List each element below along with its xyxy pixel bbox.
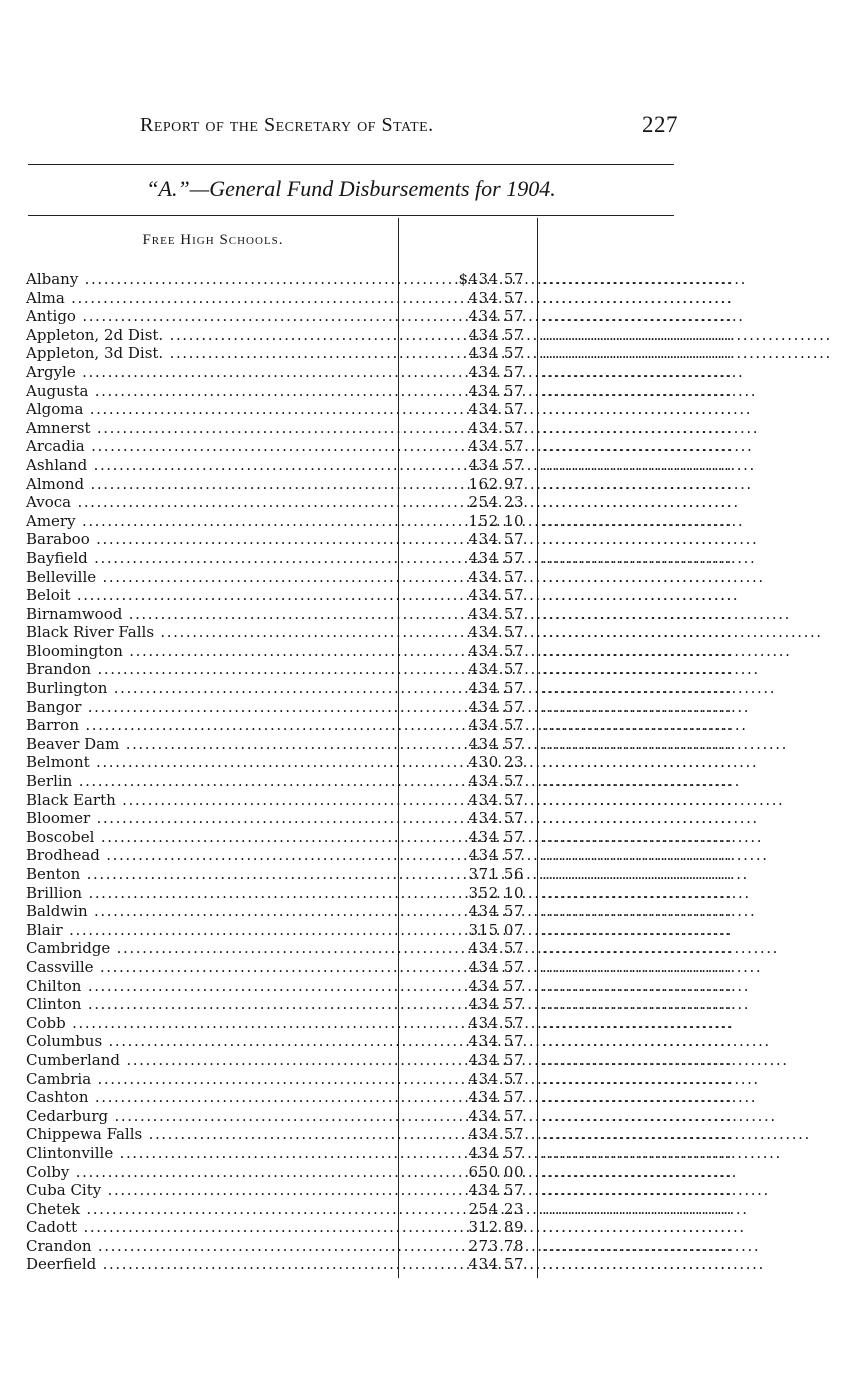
table-row (0, 995, 844, 1014)
empty-column-leader: .............................. (542, 846, 734, 865)
school-name: Chilton ..... (26, 977, 394, 996)
table-row (0, 939, 844, 958)
school-name: Cambridge ..... (26, 939, 394, 958)
table-row (0, 1144, 844, 1163)
school-name: Chippewa Falls ..... (26, 1125, 394, 1144)
school-name: Bayfield ..... (26, 549, 394, 568)
table-row (0, 270, 844, 289)
table-row (0, 1070, 844, 1089)
amount: 434 57 (468, 995, 524, 1014)
empty-column-leader: .............................. (542, 641, 734, 660)
table-row (0, 1255, 844, 1274)
empty-column-leader: .............................. (542, 1218, 734, 1237)
amount: 434 57 (468, 567, 524, 586)
school-name: Arcadia ..... (26, 437, 394, 456)
amount: 434 57 (468, 1106, 524, 1125)
amount: 434 57 (468, 307, 524, 326)
table-row (0, 1163, 844, 1182)
amount: 434 57 (468, 772, 524, 791)
amount: $434 57 (458, 270, 524, 288)
school-name: Deerfield ..... (26, 1255, 394, 1274)
table-row (0, 660, 844, 679)
school-name: Belleville ..... (26, 568, 394, 587)
school-name: Birnamwood ..... (26, 605, 394, 624)
table-row (0, 716, 844, 735)
school-name: Black River Falls ..... (26, 623, 394, 642)
amount: 434 57 (468, 1088, 524, 1107)
empty-column-leader: .............................. (542, 660, 734, 679)
table-row (0, 586, 844, 605)
school-name: Albany ..... (26, 270, 394, 289)
empty-column-leader: .............................. (542, 548, 734, 567)
empty-column-leader: .............................. (542, 957, 734, 976)
table-row (0, 809, 844, 828)
amount: 434 57 (468, 846, 524, 865)
table-row (0, 419, 844, 438)
school-name: Clinton ..... (26, 995, 394, 1014)
school-name: Clintonville ..... (26, 1144, 394, 1163)
school-name: Baldwin ..... (26, 902, 394, 921)
empty-column-leader: .............................. (542, 1088, 734, 1107)
table-row (0, 456, 844, 475)
amount: 315 07 (468, 920, 524, 939)
table-row (0, 623, 844, 642)
table-row (0, 400, 844, 419)
school-name: Brillion ..... (26, 884, 394, 903)
school-name: Cambria ..... (26, 1070, 394, 1089)
empty-column-leader: .............................. (542, 362, 734, 381)
top-rule (28, 164, 674, 165)
amount: 434 57 (468, 325, 524, 344)
amount: 434 57 (468, 641, 524, 660)
school-name: Benton ..... (26, 865, 394, 884)
empty-column-leader: .............................. (542, 325, 734, 344)
table-row (0, 642, 844, 661)
amount: 434 57 (468, 381, 524, 400)
empty-column-leader: .............................. (542, 902, 734, 921)
amount: 434 57 (468, 623, 524, 642)
empty-column-leader: .............................. (542, 493, 734, 512)
amount: 434 57 (468, 586, 524, 605)
empty-column-leader: .............................. (542, 567, 734, 586)
table-row (0, 884, 844, 903)
table-row (0, 307, 844, 326)
empty-column-leader: .............................. (542, 827, 734, 846)
empty-column-leader: .............................. (542, 623, 734, 642)
empty-column-leader: .............................. (542, 1106, 734, 1125)
table-row (0, 344, 844, 363)
amount: 434 57 (468, 1069, 524, 1088)
amount: 434 57 (468, 288, 524, 307)
table-row (0, 437, 844, 456)
amount: 434 57 (468, 660, 524, 679)
empty-column-leader: .............................. (542, 270, 734, 288)
school-name: Ashland ..... (26, 456, 394, 475)
school-name: Burlington ..... (26, 679, 394, 698)
table-row (0, 1237, 844, 1256)
empty-column-leader: .............................. (542, 1199, 734, 1218)
school-name: Amery ..... (26, 512, 394, 531)
table-row (0, 493, 844, 512)
school-name: Augusta ..... (26, 382, 394, 401)
amount: 434 57 (468, 809, 524, 828)
school-name: Bangor ..... (26, 698, 394, 717)
amount: 434 57 (468, 976, 524, 995)
school-name: Cadott ..... (26, 1218, 394, 1237)
amount: 434 57 (468, 1143, 524, 1162)
school-name: Almond ..... (26, 475, 394, 494)
empty-column-leader: .............................. (542, 734, 734, 753)
amount: 434 57 (468, 734, 524, 753)
school-name: Colby ..... (26, 1163, 394, 1182)
header-title: Report of the Secretary of State. (140, 114, 434, 136)
table-row (0, 1200, 844, 1219)
amount: 430 23 (468, 753, 524, 772)
amount: 352 10 (468, 883, 524, 902)
table-row (0, 698, 844, 717)
table-row (0, 568, 844, 587)
school-name: Baraboo ..... (26, 530, 394, 549)
school-name: Bloomington ..... (26, 642, 394, 661)
table-row (0, 865, 844, 884)
table-row (0, 549, 844, 568)
table-row (0, 530, 844, 549)
amount: 434 57 (468, 1255, 524, 1274)
school-name: Black Earth ..... (26, 791, 394, 810)
school-name: Appleton, 3d Dist. ..... (26, 344, 394, 363)
empty-column-leader: .............................. (542, 995, 734, 1014)
table-row (0, 289, 844, 308)
table-row (0, 1181, 844, 1200)
school-name: Appleton, 2d Dist. ..... (26, 326, 394, 345)
empty-column-leader: .............................. (542, 939, 734, 958)
empty-column-leader: .............................. (542, 679, 734, 698)
amount: 434 57 (468, 548, 524, 567)
amount: 434 57 (468, 697, 524, 716)
table-row (0, 846, 844, 865)
amount: 434 57 (468, 437, 524, 456)
page-number: 227 (642, 112, 678, 137)
amount: 434 57 (468, 790, 524, 809)
amount: 434 57 (468, 1032, 524, 1051)
school-name: Barron ..... (26, 716, 394, 735)
table-row (0, 382, 844, 401)
amount: 434 57 (468, 344, 524, 363)
table-row (0, 902, 844, 921)
table-row (0, 475, 844, 494)
table-row (0, 1088, 844, 1107)
running-head (140, 114, 680, 137)
school-name: Amnerst ..... (26, 419, 394, 438)
table-row (0, 791, 844, 810)
empty-column-leader: .............................. (542, 1143, 734, 1162)
school-name: Bloomer ..... (26, 809, 394, 828)
empty-column-leader: .............................. (542, 920, 734, 939)
empty-column-leader: .............................. (542, 1181, 734, 1200)
school-name: Brandon ..... (26, 660, 394, 679)
table-row (0, 605, 844, 624)
amount: 434 57 (468, 939, 524, 958)
empty-column-leader: .............................. (542, 344, 734, 363)
empty-column-leader: .............................. (542, 772, 734, 791)
table-row (0, 512, 844, 531)
table-row (0, 958, 844, 977)
school-name: Cashton ..... (26, 1088, 394, 1107)
table-row (0, 326, 844, 345)
empty-column-leader: .............................. (542, 697, 734, 716)
school-name: Belmont ..... (26, 753, 394, 772)
school-name: Cobb ..... (26, 1014, 394, 1033)
empty-column-leader: .............................. (542, 1032, 734, 1051)
school-name: Avoca ..... (26, 493, 394, 512)
amount: 152 10 (468, 511, 524, 530)
school-name: Alma ..... (26, 289, 394, 308)
school-name: Beaver Dam ..... (26, 735, 394, 754)
empty-column-leader: .............................. (542, 586, 734, 605)
empty-column-leader: .............................. (542, 1125, 734, 1144)
empty-column-leader: .............................. (542, 1255, 734, 1274)
school-name: Brodhead ..... (26, 846, 394, 865)
school-name: Blair ..... (26, 921, 394, 940)
table-row (0, 735, 844, 754)
table-row (0, 977, 844, 996)
amount: 254 23 (468, 493, 524, 512)
empty-column-leader: .............................. (542, 753, 734, 772)
amount: 434 57 (468, 957, 524, 976)
empty-column-leader: .............................. (542, 1013, 734, 1032)
empty-column-leader: .............................. (542, 437, 734, 456)
table-row (0, 363, 844, 382)
empty-column-leader: .............................. (542, 865, 734, 883)
empty-column-leader: .............................. (542, 1050, 734, 1069)
amount: 434 57 (468, 679, 524, 698)
amount: 312 89 (468, 1218, 524, 1237)
empty-column-leader: .............................. (542, 474, 734, 493)
amount: 434 57 (468, 530, 524, 549)
amount: 434 57 (468, 400, 524, 419)
section-heading: Free High Schools. (142, 232, 284, 248)
amount: 434 57 (468, 604, 524, 623)
empty-column-leader: .............................. (542, 530, 734, 549)
empty-column-leader: .............................. (542, 1069, 734, 1088)
amount: 434 57 (468, 362, 524, 381)
empty-column-leader: .............................. (542, 400, 734, 419)
empty-column-leader: .............................. (542, 288, 734, 307)
school-name: Chetek ..... (26, 1200, 394, 1219)
amount: 434 57 (468, 902, 524, 921)
school-name: Boscobel ..... (26, 828, 394, 847)
amount: 371 56 (468, 865, 524, 883)
empty-column-leader: .............................. (542, 976, 734, 995)
table-row (0, 1218, 844, 1237)
school-name: Crandon ..... (26, 1237, 394, 1256)
table-row (0, 679, 844, 698)
amount: 254 23 (468, 1199, 524, 1218)
amount: 434 57 (468, 1050, 524, 1069)
amount: 650 00 (468, 1162, 524, 1181)
empty-column-leader: .............................. (542, 455, 734, 474)
school-name: Cassville ..... (26, 958, 394, 977)
table-row (0, 828, 844, 847)
empty-column-leader: .............................. (542, 381, 734, 400)
empty-column-leader: .............................. (542, 1162, 734, 1181)
amount: 434 57 (468, 716, 524, 735)
empty-column-leader: .............................. (542, 418, 734, 437)
amount: 162 97 (468, 474, 524, 493)
amount: 434 57 (468, 455, 524, 474)
school-name: Berlin ..... (26, 772, 394, 791)
amount: 434 57 (468, 1181, 524, 1200)
empty-column-leader: .............................. (542, 790, 734, 809)
table-row (0, 753, 844, 772)
school-name: Algoma ..... (26, 400, 394, 419)
title-bottom-rule (28, 215, 674, 216)
table-row (0, 1051, 844, 1070)
amount: 434 57 (468, 418, 524, 437)
school-name: Argyle ..... (26, 363, 394, 382)
amount: 434 57 (468, 827, 524, 846)
table-row (0, 1032, 844, 1051)
empty-column-leader: .............................. (542, 604, 734, 623)
empty-column-leader: .............................. (542, 716, 734, 735)
school-name: Columbus ..... (26, 1032, 394, 1051)
school-name: Cuba City ..... (26, 1181, 394, 1200)
table-row (0, 1014, 844, 1033)
amount: 434 57 (468, 1125, 524, 1144)
table-row (0, 1125, 844, 1144)
empty-column-leader: .............................. (542, 1236, 734, 1255)
disbursement-table (0, 270, 844, 1274)
school-name: Cumberland ..... (26, 1051, 394, 1070)
empty-column-leader: .............................. (542, 809, 734, 828)
amount: 273 78 (468, 1236, 524, 1255)
amount: 434 57 (468, 1013, 524, 1032)
empty-column-leader: .............................. (542, 883, 734, 902)
table-title: “A.”—General Fund Disbursements for 1904. (146, 176, 556, 201)
table-row (0, 921, 844, 940)
table-row (0, 772, 844, 791)
school-name: Beloit ..... (26, 586, 394, 605)
empty-column-leader: .............................. (542, 511, 734, 530)
table-row (0, 1107, 844, 1126)
school-name: Antigo ..... (26, 307, 394, 326)
school-name: Cedarburg ..... (26, 1107, 394, 1126)
empty-column-leader: .............................. (542, 307, 734, 326)
